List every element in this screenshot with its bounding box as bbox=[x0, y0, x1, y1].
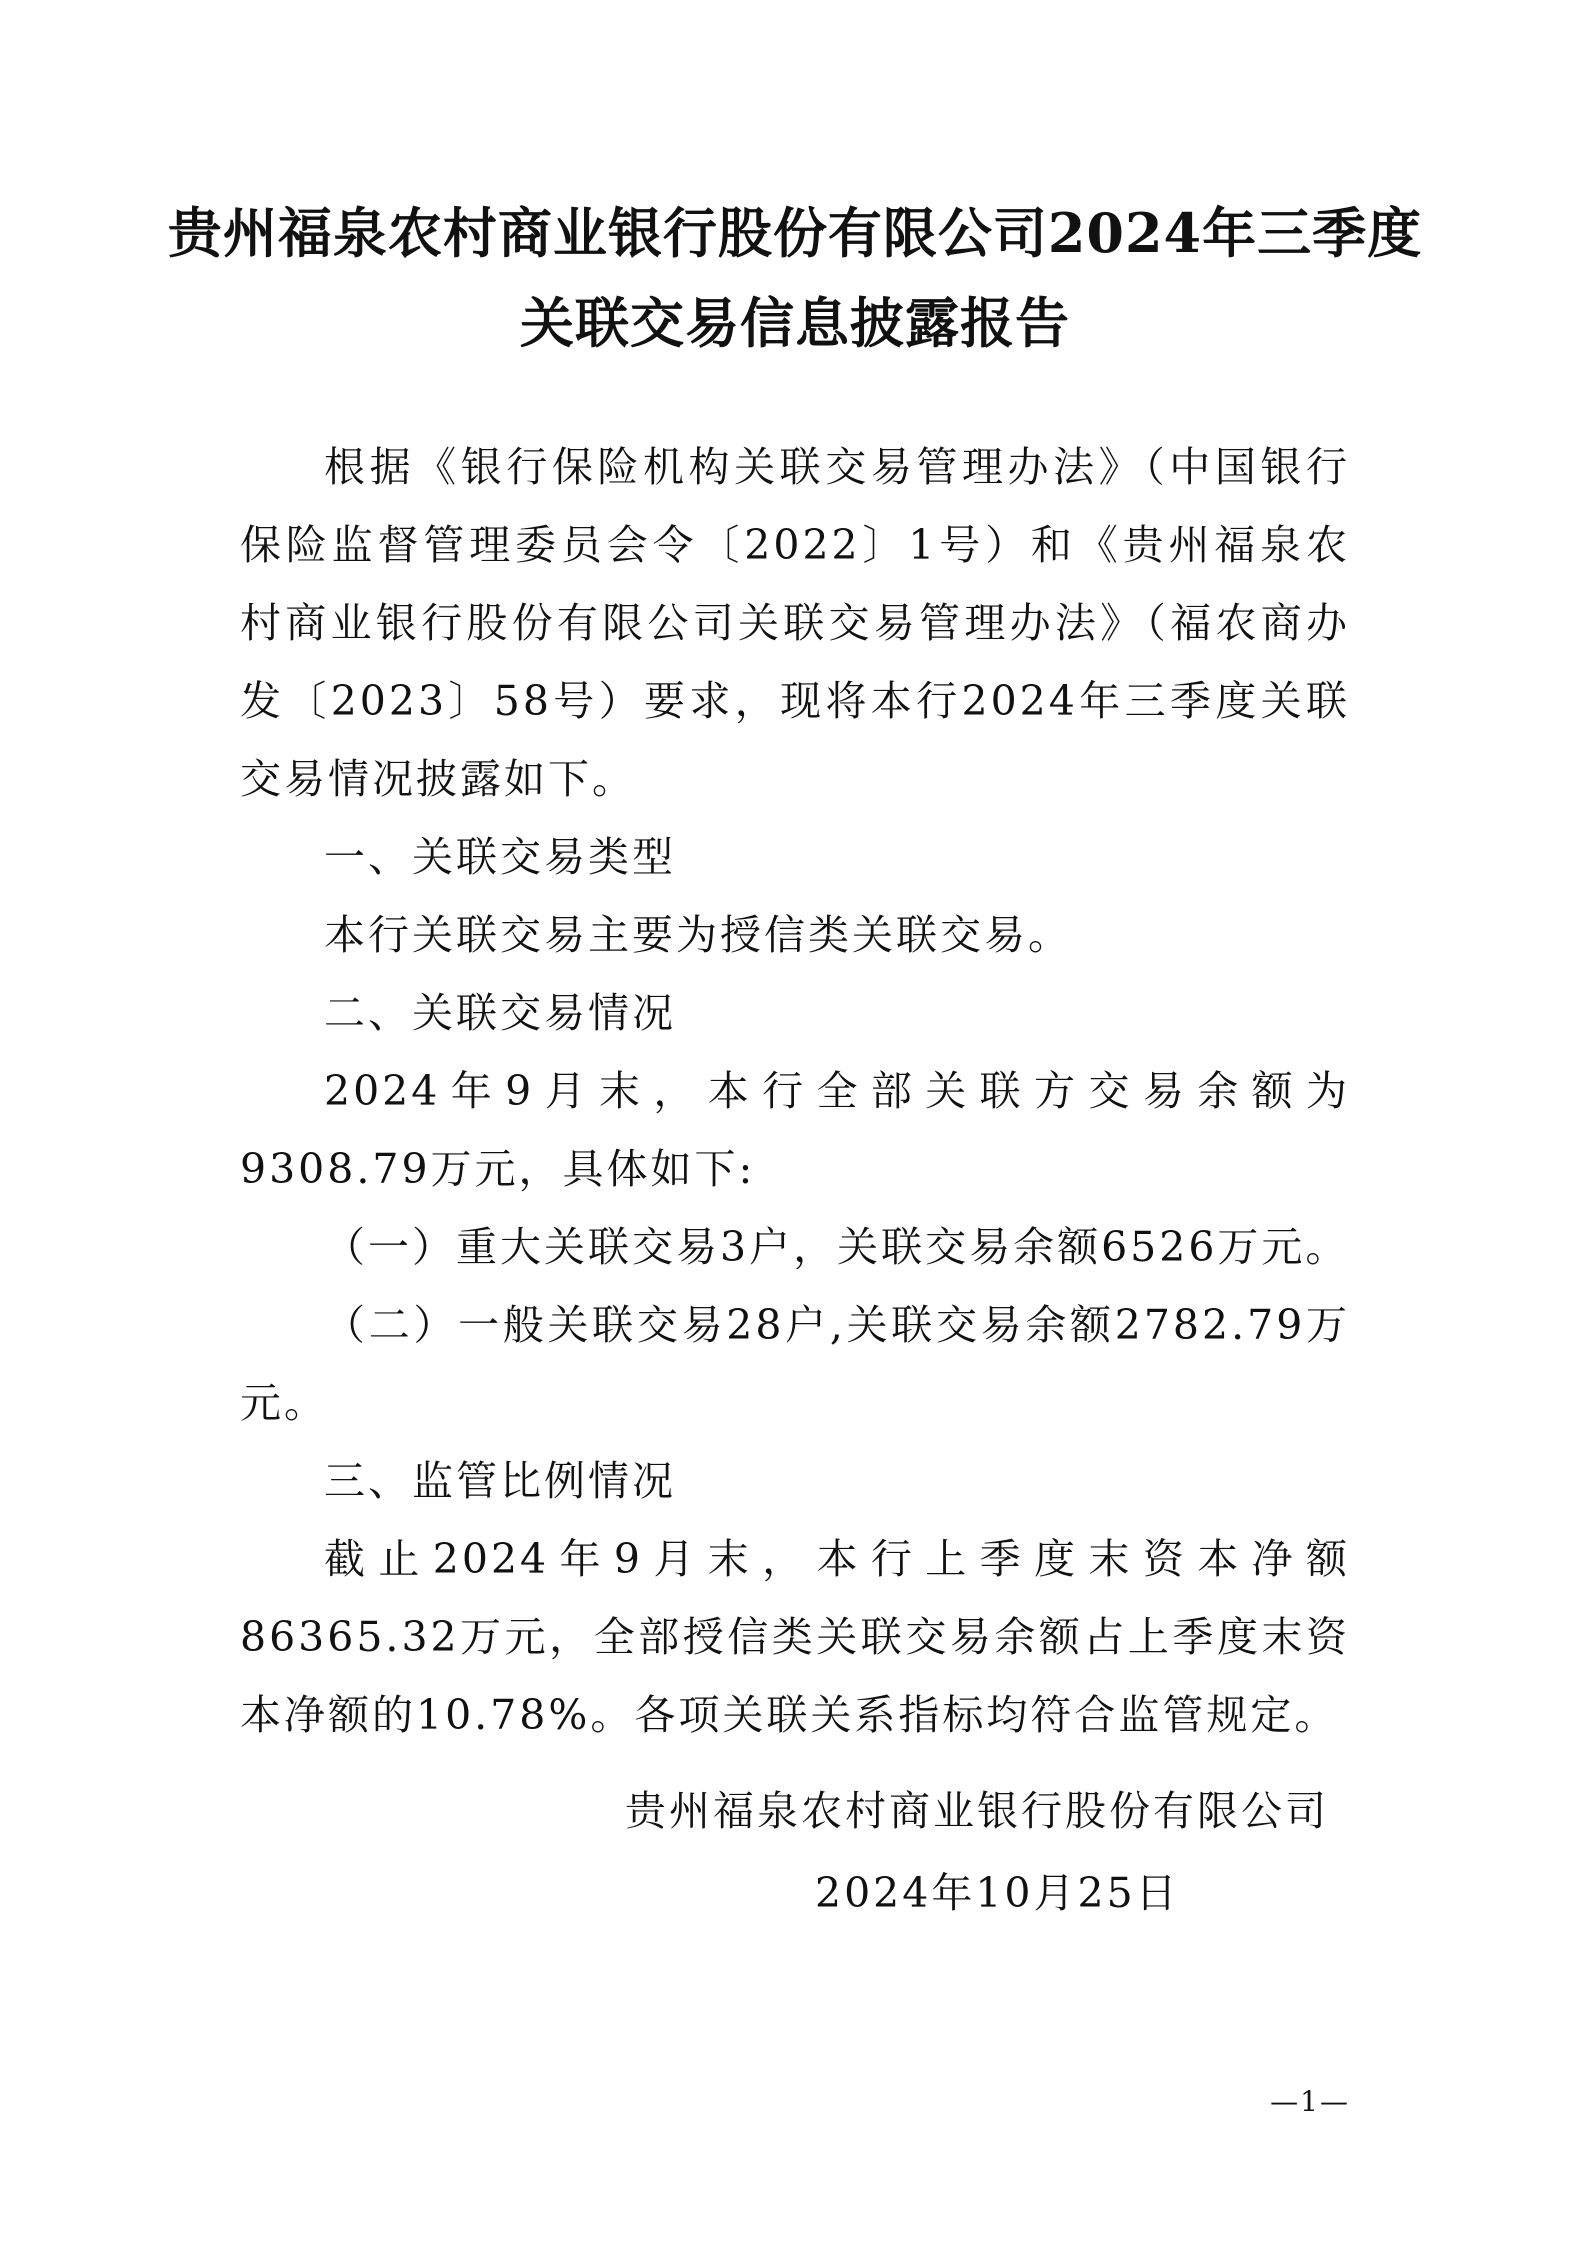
document-title: 贵州福泉农村商业银行股份有限公司2024年三季度关联交易信息披露报告 bbox=[167, 201, 1423, 355]
signature-organization: 贵州福泉农村商业银行股份有限公司 bbox=[625, 1787, 1329, 1835]
section-paragraph: 本行关联交易主要为授信类关联交易。 bbox=[324, 911, 1072, 959]
document-body bbox=[240, 428, 1350, 1754]
intro-paragraph: 根据《银行保险机构关联交易管理办法》（中国银行保险监督管理委员会令〔2022〕1号）和《贵州福泉农村商业银行股份有限公司关联交易管理办法》（福农商办发〔2023〕58号）要求，现将本行2024年三季度关联交易情况披露如下。 bbox=[240, 443, 1350, 803]
page-number: —1— bbox=[1270, 2085, 1350, 2118]
section-paragraph: （二）一般关联交易28户,关联交易余额2782.79万元。 bbox=[240, 1301, 1350, 1427]
section-paragraph: 截止2024年9月末，本行上季度末资本净额86365.32万元，全部授信类关联交易余额占上季度末资本净额的10.78%。各项关联关系指标均符合监管规定。 bbox=[240, 1535, 1350, 1739]
section-paragraph: （一）重大关联交易3户，关联交易余额6526万元。 bbox=[324, 1223, 1350, 1271]
section-paragraph: 2024年9月末，本行全部关联方交易余额为9308.79万元，具体如下: bbox=[240, 1067, 1350, 1193]
section-heading-situation: 二、关联交易情况 bbox=[324, 989, 676, 1037]
signature-date: 2024年10月25日 bbox=[815, 1869, 1180, 1917]
section-heading-ratio: 三、监管比例情况 bbox=[324, 1457, 676, 1505]
signature-block bbox=[625, 1770, 1345, 1934]
section-heading-types: 一、关联交易类型 bbox=[324, 833, 676, 881]
